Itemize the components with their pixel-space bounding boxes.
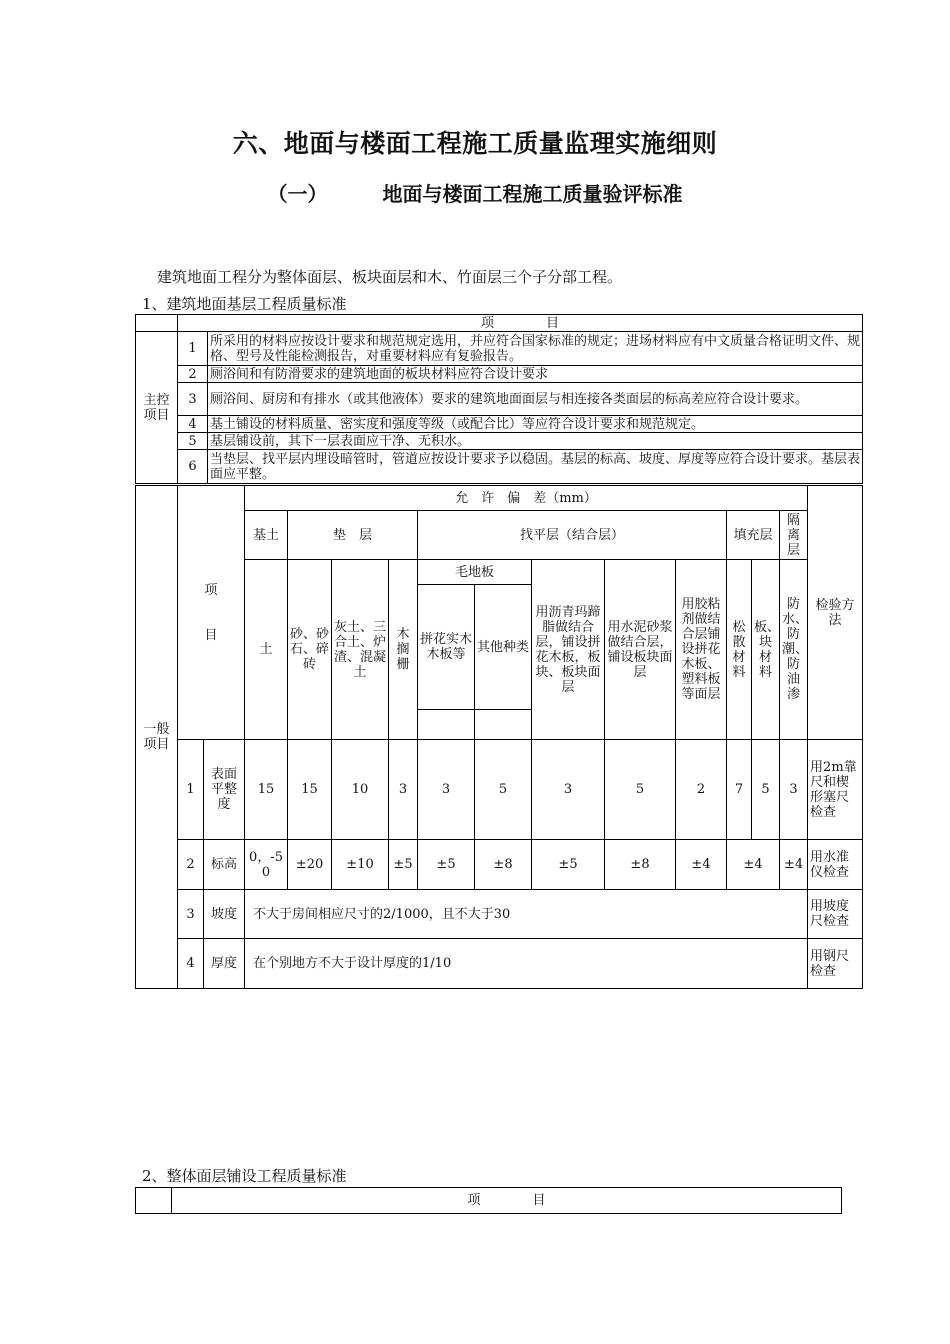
value-cell: 3 (418, 740, 475, 840)
row-name: 表面平整度 (204, 740, 245, 840)
page-subtitle (0, 178, 950, 207)
row-name: 标高 (204, 840, 245, 890)
col-sha: 砂、砂石、碎砖 (288, 560, 332, 740)
value-cell: 3 (532, 740, 605, 840)
section-heading-1: 1、建筑地面基层工程质量标准 (142, 295, 347, 313)
item-header-b: 目 (204, 627, 218, 643)
method-cell: 用2m靠尺和楔形塞尺检查 (808, 740, 863, 840)
row-number: 2 (178, 366, 208, 383)
geli-header: 隔离层 (780, 511, 808, 560)
value-cell: ±10 (332, 840, 389, 890)
row-text: 当垫层、找平层内埋设暗管时，管道应按设计要求予以稳固。基层的标高、坡度、厚度等应符合设计要求。基层表面应平整。 (208, 450, 863, 484)
page-title: 六、地面与楼面工程施工质量监理实施细则 (232, 129, 718, 158)
item-header (178, 486, 245, 740)
table-header: 项 目 (172, 1188, 842, 1214)
value-cell: 2 (676, 740, 727, 840)
value-cell: ±8 (475, 840, 532, 890)
value-cell: 3 (389, 740, 418, 840)
row-text: 基土铺设的材料质量、密实度和强度等级（或配合比）等应符合设计要求和规范规定。 (208, 416, 863, 433)
method-cell: 用钢尺检查 (808, 939, 863, 989)
row-name: 坡度 (204, 890, 245, 939)
col-song: 松散材料 (727, 560, 752, 740)
value-cell: 15 (288, 740, 332, 840)
col-ban: 板、块材料 (752, 560, 780, 740)
row-text: 所采用的材料应按设计要求和规范规定选用，并应符合国家标准的规定；进场材料应有中文质量合格证明文件、规格、型号及性能检测报告，对重要材料应有复验报告。 (208, 332, 863, 366)
jitu-header: 基土 (245, 511, 288, 560)
row-text: 厕浴间和有防滑要求的建筑地面的板块材料应符合设计要求 (208, 366, 863, 383)
value-cell: ±5 (532, 840, 605, 890)
value-cell: 10 (332, 740, 389, 840)
value-cell: 3 (780, 740, 808, 840)
row-text: 基层铺设前，其下一层表面应干净、无积水。 (208, 433, 863, 450)
col-jiao: 用胶粘剂做结合层铺设拼花木板、塑料板等面层 (676, 560, 727, 740)
value-cell: 7 (727, 740, 752, 840)
value-cell: ±5 (418, 840, 475, 890)
method-header: 检验方法 (808, 486, 863, 740)
method-cell: 用坡度尺检查 (808, 890, 863, 939)
row-number: 5 (178, 433, 208, 450)
value-cell: ±4 (676, 840, 727, 890)
value-cell: ±5 (389, 840, 418, 890)
row-number: 4 (178, 416, 208, 433)
subtitle-number: （一） (267, 182, 328, 206)
row-text: 不大于房间相应尺寸的2/1000，且不大于30 (245, 890, 808, 939)
value-cell: 5 (475, 740, 532, 840)
item-header-a: 项 (204, 582, 218, 598)
col-qita: 其他种类 (475, 585, 532, 710)
row-number: 3 (178, 890, 204, 939)
tianchong-header: 填充层 (727, 511, 780, 560)
value-cell: 5 (605, 740, 676, 840)
row-number: 6 (178, 450, 208, 484)
col-pinhua: 拼花实木木板等 (418, 585, 475, 710)
row-number: 2 (178, 840, 204, 890)
intro-paragraph: 建筑地面工程分为整体面层、板块面层和木、竹面层三个子分部工程。 (157, 268, 623, 286)
row-text: 厕浴间、厨房和有排水（或其他液体）要求的建筑地面面层与相连接各类面层的标高差应符合设计要求。 (208, 383, 863, 416)
allowed-deviation-header: 允 许 偏 差（mm） (245, 486, 808, 511)
method-cell: 用水准仪检查 (808, 840, 863, 890)
maodiban-header: 毛地板 (418, 560, 532, 585)
col-tu: 土 (245, 560, 288, 740)
group-label-general: 一般项目 (136, 486, 178, 989)
group-label-main: 主控项目 (136, 332, 178, 484)
col-shuini: 用水泥砂浆做结合层，铺设板块面层 (605, 560, 676, 740)
row-number: 3 (178, 383, 208, 416)
row-number: 4 (178, 939, 204, 989)
row-name: 厚度 (204, 939, 245, 989)
row-number: 1 (178, 740, 204, 840)
value-cell: 0，-50 (245, 840, 288, 890)
value-cell: 15 (245, 740, 288, 840)
dianceng-header: 垫 层 (288, 511, 418, 560)
zhaoping-header: 找平层（结合层） (418, 511, 727, 560)
row-text: 在个别地方不大于设计厚度的1/10 (245, 939, 808, 989)
value-cell: ±4 (727, 840, 780, 890)
col-liqing: 用沥青玛蹄脂做结合层，铺设拼花木板，板块、板块面层 (532, 560, 605, 740)
surface-layer-table (135, 1187, 842, 1214)
value-cell: 5 (752, 740, 780, 840)
col-mu: 木搁栅 (389, 560, 418, 740)
row-number: 1 (178, 332, 208, 366)
table-header: 项 目 (178, 315, 863, 332)
col-hui: 灰土、三合土、炉渣、混凝土 (332, 560, 389, 740)
section-heading-2: 2、整体面层铺设工程质量标准 (142, 1167, 347, 1185)
value-cell: ±4 (780, 840, 808, 890)
col-fang: 防水、防潮、防油渗 (780, 560, 808, 740)
value-cell: ±8 (605, 840, 676, 890)
value-cell: ±20 (288, 840, 332, 890)
subtitle-text: 地面与楼面工程施工质量验评标准 (382, 182, 683, 206)
general-items-table (135, 485, 863, 989)
main-control-table (135, 314, 863, 484)
